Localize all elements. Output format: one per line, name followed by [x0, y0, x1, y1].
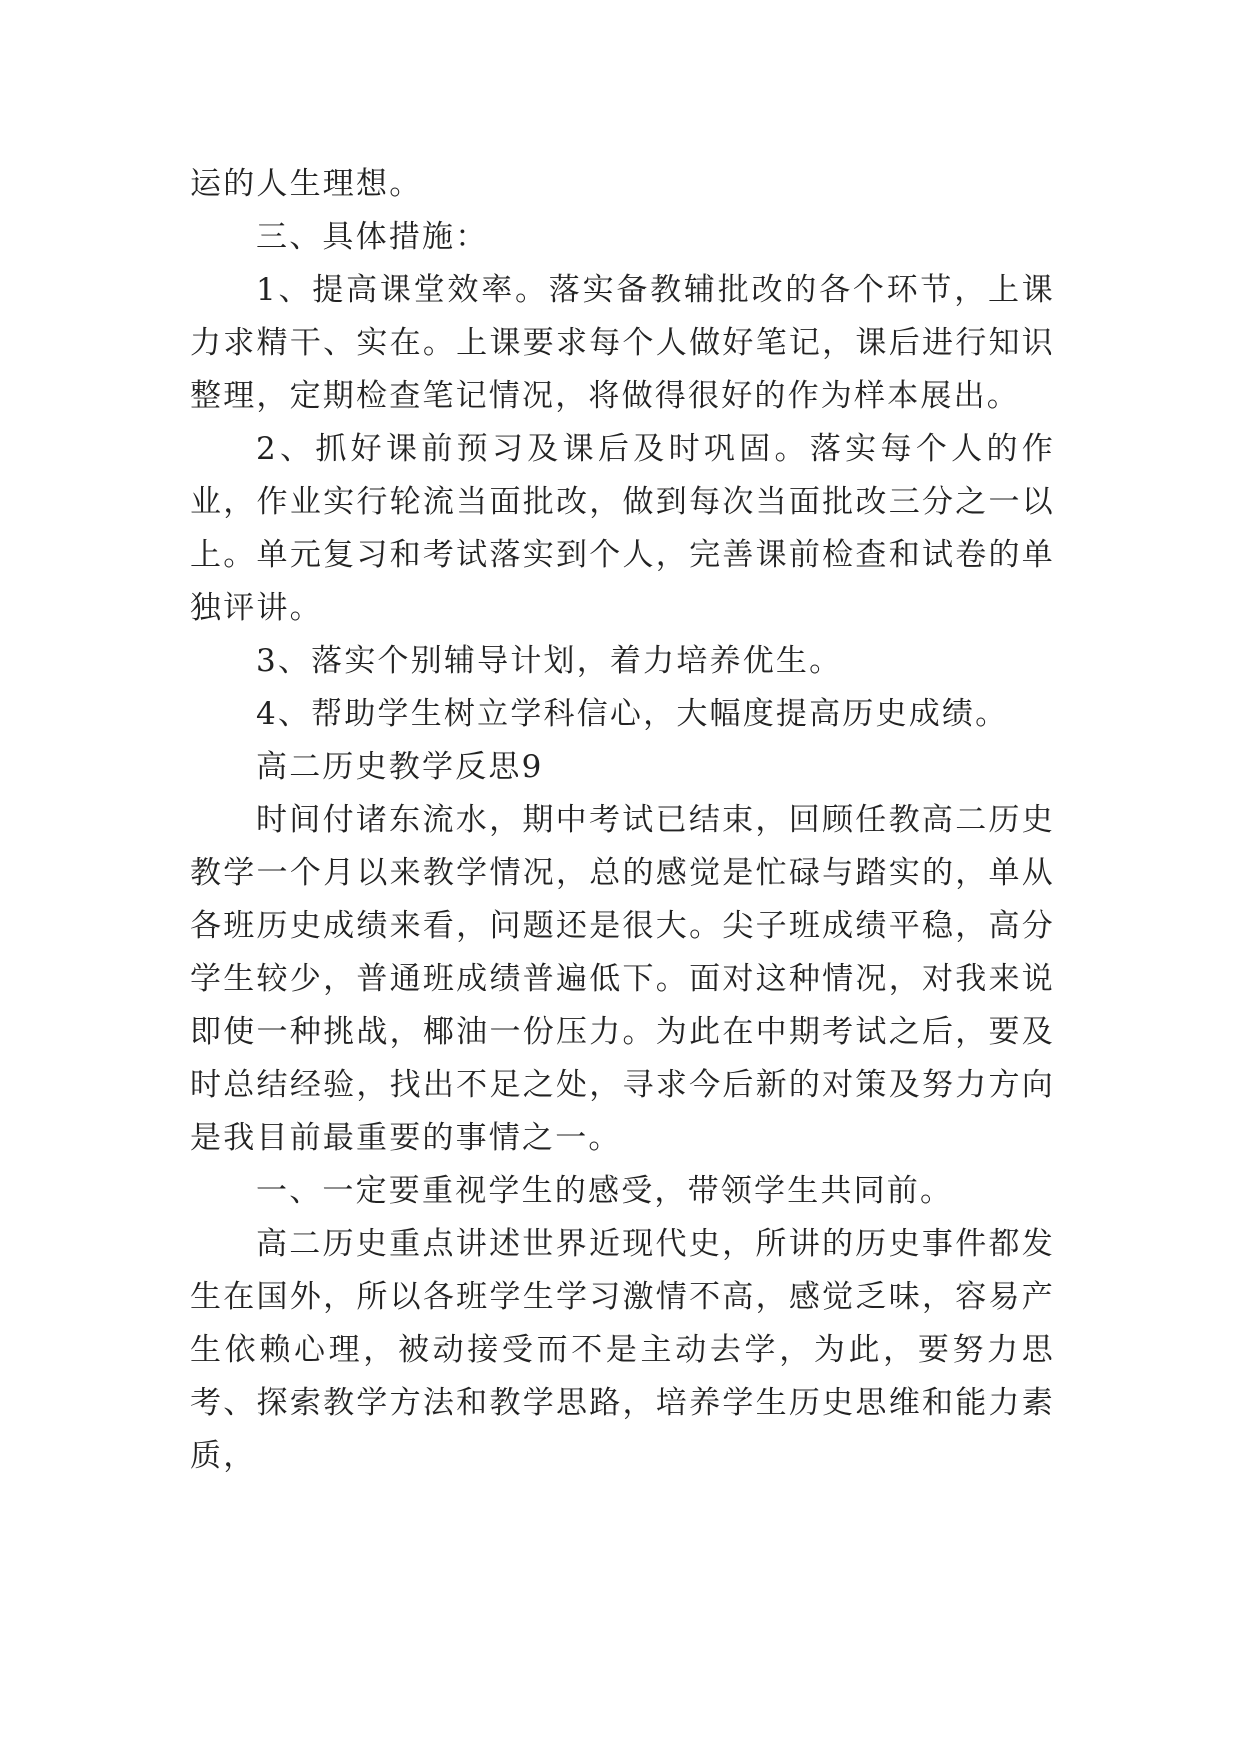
section-heading-measures: 三、具体措施：	[256, 219, 489, 255]
measure-item-4: 4、帮助学生树立学科信心，大幅度提高历史成绩。	[256, 696, 1009, 732]
document-body	[190, 158, 1055, 1483]
measure-item-2: 2、抓好课前预习及课后及时巩固。落实每个人的作业，作业实行轮流当面批改，做到每次当面批改三分之一以上。单元复习和考试落实到个人，完善课前检查和试卷的单独评讲。	[190, 431, 1055, 626]
paragraph-intro: 时间付诸东流水，期中考试已结束，回顾任教高二历史教学一个月以来教学情况，总的感觉是忙碌与踏实的，单从各班历史成绩来看，问题还是很大。尖子班成绩平稳，高分学生较少，普通班成绩普遍低下。面对这种情况，对我来说即使一种挑战，椰油一份压力。为此在中期考试之后，要及时总结经验，找出不足之处，寻求今后新的对策及努力方向是我目前最重要的事情之一。	[190, 802, 1055, 1156]
measure-item-3: 3、落实个别辅导计划，着力培养优生。	[256, 643, 843, 679]
paragraph-continuation: 运的人生理想。	[190, 166, 423, 202]
measure-item-1: 1、提高课堂效率。落实备教辅批改的各个环节，上课力求精干、实在。上课要求每个人做好笔记，课后进行知识整理，定期检查笔记情况，将做得很好的作为样本展出。	[190, 272, 1055, 414]
paragraph-body: 高二历史重点讲述世界近现代史，所讲的历史事件都发生在国外，所以各班学生学习激情不高，感觉乏味，容易产生依赖心理，被动接受而不是主动去学，为此，要努力思考、探索教学方法和教学思路，培养学生历史思维和能力素质，	[190, 1226, 1055, 1474]
section-heading-one: 一、一定要重视学生的感受，带领学生共同前。	[256, 1173, 954, 1209]
article-title: 高二历史教学反思9	[256, 749, 544, 785]
